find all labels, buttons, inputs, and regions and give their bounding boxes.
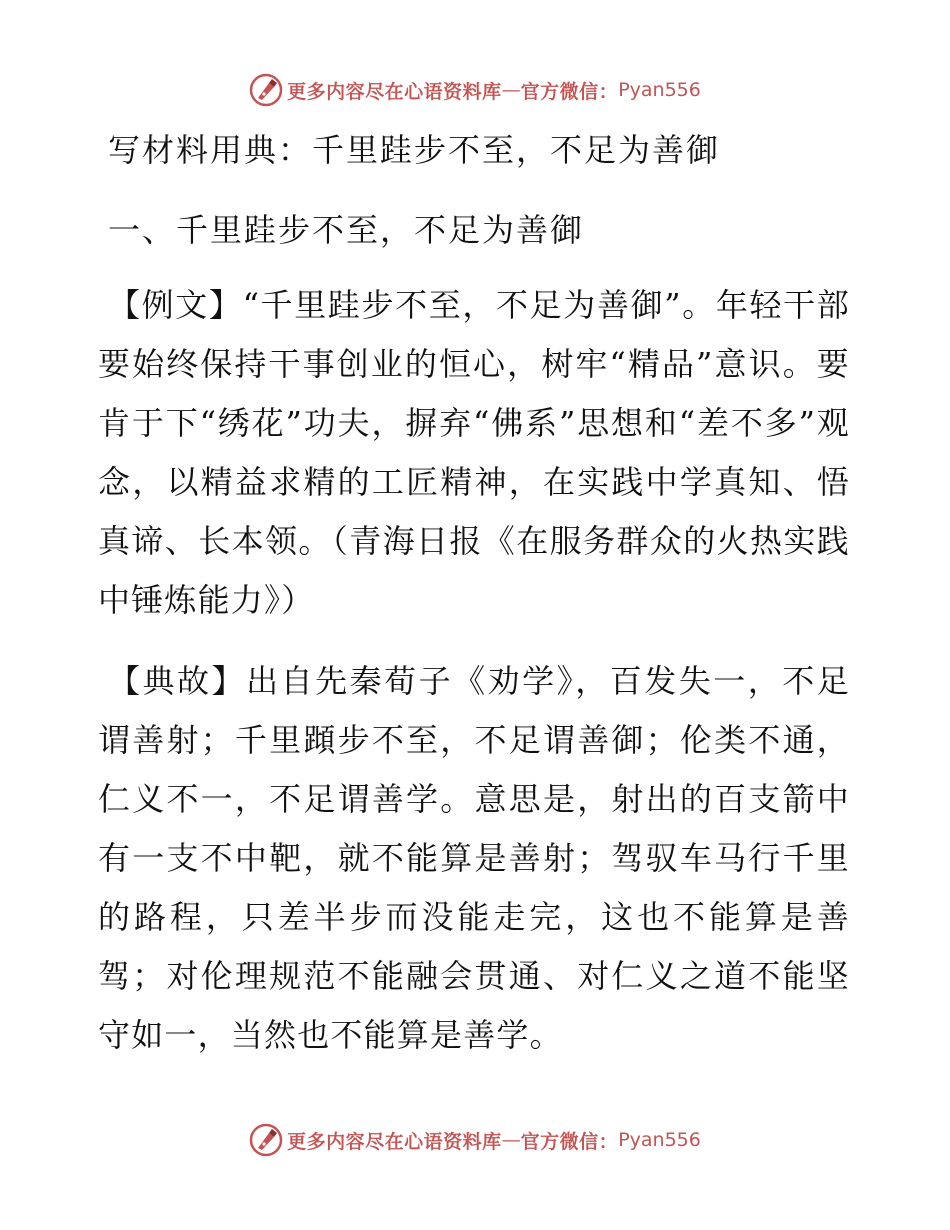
banner-wechat-id: Pyan556 (618, 1129, 701, 1151)
allusion-text: 出自先秦荀子《劝学》，百发失一，不足谓善射；千里蹞步不至，不足谓善御；伦类不通，仁义不一，不足谓善学。意思是，射出的百支箭中有一支不中靶，就不能算是善射；驾驭车马行千里的路程，只差半步而没能走完，这也不能算是善驾；对伦理规范不能融会贯通、对仁义之道不能坚守如一，当然也不能算是善学。 (98, 662, 850, 1054)
example-paragraph (98, 276, 850, 630)
section-heading: 一、千里跬步不至，不足为善御 (108, 211, 585, 249)
banner-text: 更多内容尽在心语资料库 (287, 80, 502, 103)
banner-suffix: 官方微信： (520, 80, 619, 103)
example-tag: 【例文】 (108, 286, 243, 324)
banner-wechat-id: Pyan556 (618, 79, 701, 101)
banner-separator: — (501, 1129, 521, 1151)
document-title: 写材料用典：千里跬步不至，不足为善御 (108, 131, 721, 169)
allusion-tag: 【典故】 (108, 662, 247, 700)
banner-suffix: 官方微信： (520, 1130, 619, 1153)
banner-text: 更多内容尽在心语资料库 (287, 1130, 502, 1153)
banner-separator: — (501, 79, 521, 101)
pen-nib-logo-icon (249, 1123, 283, 1157)
pen-nib-logo-icon (249, 73, 283, 107)
example-text: “千里跬步不至，不足为善御”。年轻干部要始终保持干事创业的恒心，树牢“精品”意识。要肯于下“绣花”功夫，摒弃“佛系”思想和“差不多”观念，以精益求精的工匠精神，在实践中学真知、悟真谛、长本领。（青海日报《在服务群众的火热实践中锤炼能力》） (98, 286, 850, 619)
allusion-paragraph (98, 652, 850, 1065)
header-banner (0, 70, 950, 110)
footer-banner (0, 1120, 950, 1160)
document-body (98, 122, 850, 1087)
